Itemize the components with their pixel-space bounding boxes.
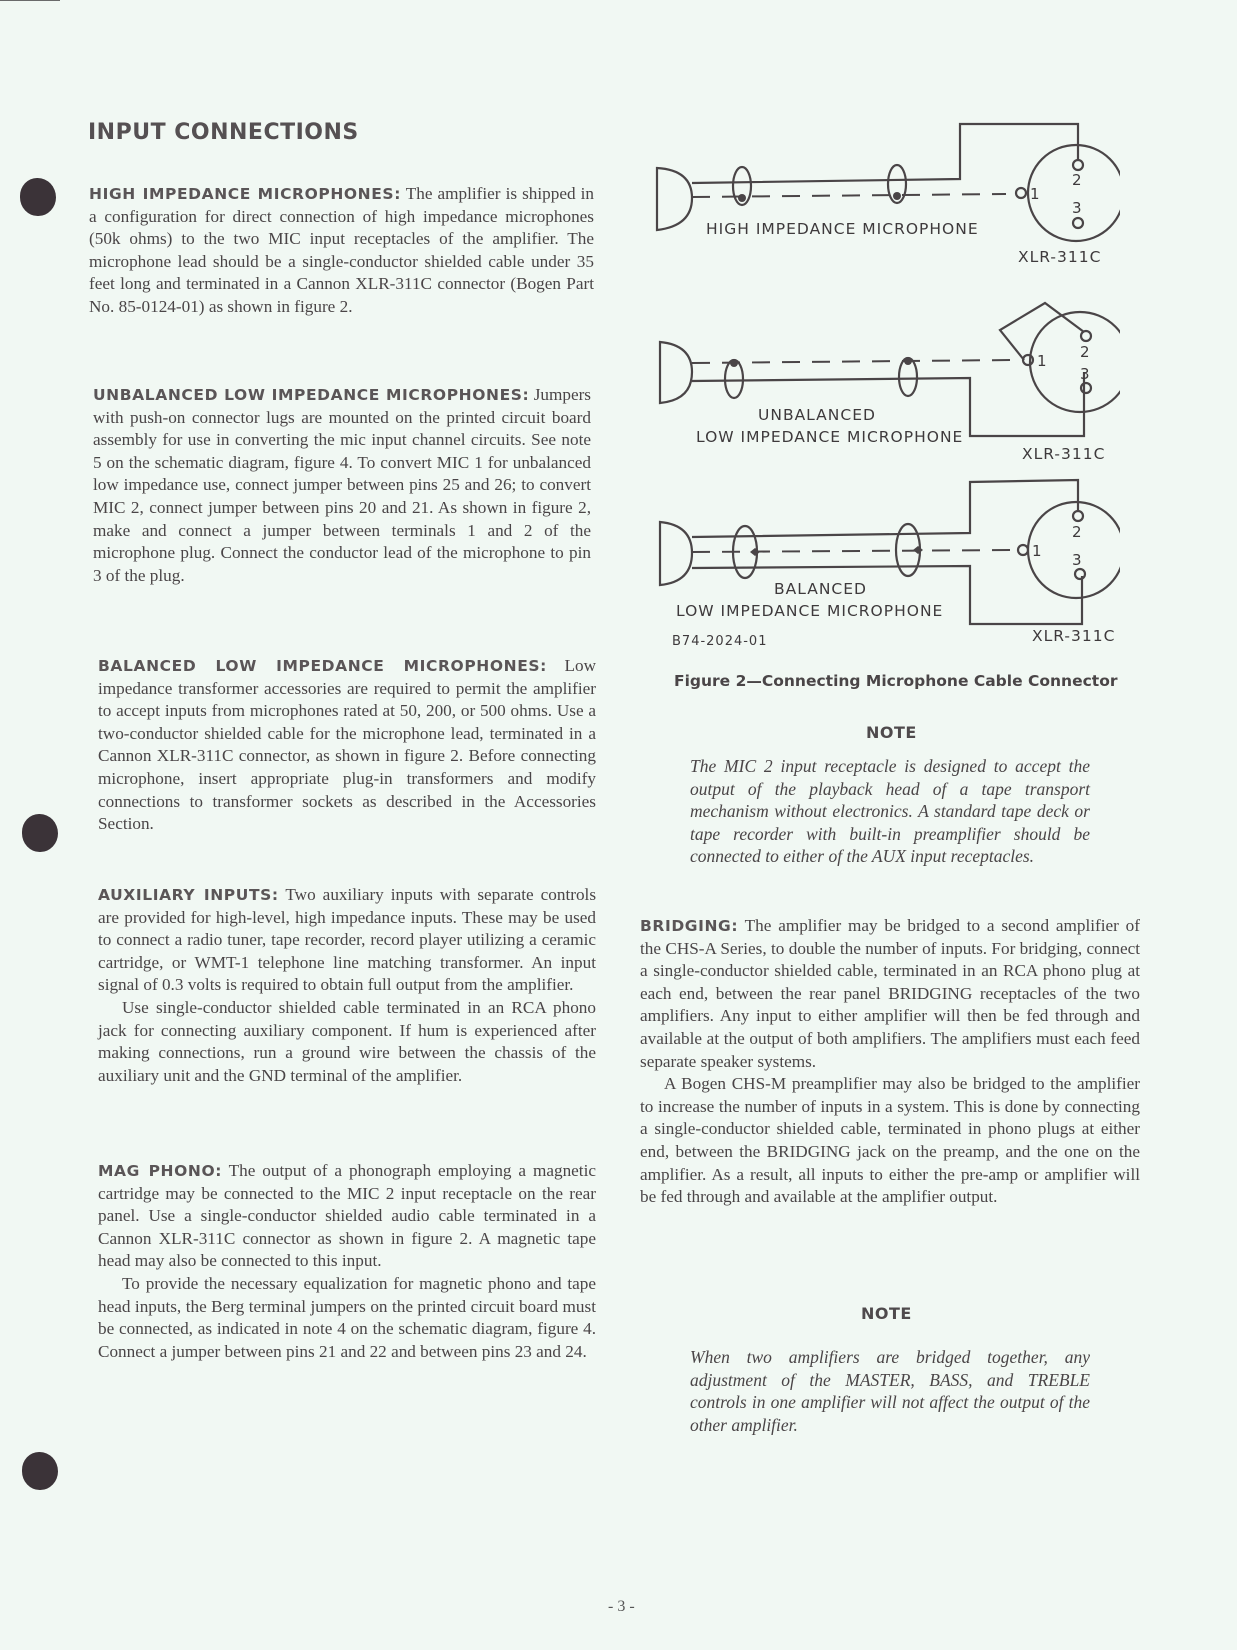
pin-3-label: 3 [1072,199,1082,217]
pin-3-label: 3 [1080,365,1090,383]
wiring-diagram [640,110,1120,660]
binder-hole [22,814,58,852]
pin-1-label: 1 [1037,352,1047,370]
section-balanced-low-impedance [98,655,596,836]
pin-2-label: 2 [1072,171,1082,189]
top-edge-rule [0,0,60,1]
section-body: The amplifier is shipped in a configuration for direct connection of high impedance microphones (50k ohms) to the two MIC input receptacles of the amplifier. The microphone lead should be a single-conductor shielded cable under 35 feet long and terminated in a Cannon XLR-311C connector (Bogen Part No. 85-0124-01) as shown in figure 2. [89,184,594,316]
section-body: The output of a phonograph employing a magnetic cartridge may be connected to the MIC 2 input receptacle on the rear panel. Use a single-conductor shielded audio cable terminated in a Cannon XLR-311C connector as shown in figure 2. A magnetic tape head may also be connected to this input. [98,1161,596,1271]
pin-3 [1081,383,1091,393]
pin-2-label: 2 [1072,523,1082,541]
section-unbalanced-low-impedance [93,384,591,587]
section-bridging [640,915,1140,1209]
diagram-balanced-low-impedance [660,480,1120,645]
section-body: The amplifier may be bridged to a second amplifier of the CHS-A Series, to double the number of inputs. For bridging, connect a single-conductor shielded cable, terminated in an RCA phono plug at each end, between the rear panel BRIDGING receptacles of the two amplifiers. Any input to either amplifier will then be fed through and available at the output of both amplifiers. The amplifiers must each feed separate speaker systems. [640,916,1140,1071]
diagram-label: UNBALANCED [758,406,876,424]
binder-hole [22,1452,58,1490]
pin-1-label: 1 [1032,542,1042,560]
pin-2 [1073,160,1083,170]
section-mag-phono [98,1160,596,1363]
pin-1 [1016,188,1026,198]
section-heading: MAG PHONO: [98,1162,223,1180]
page-title: INPUT CONNECTIONS [88,120,359,145]
pin-2 [1081,331,1091,341]
connector-label: XLR-311C [1018,248,1102,266]
junction-dot [893,192,901,200]
section-body: Low impedance transformer accessories are required to permit the amplifier to accept inputs from microphones rated at 50, 200, or 500 ohms. Use a two-conductor shielded cable for the microphone lead, terminated in a Cannon XLR-311C connector, as shown in figure 2. Before connecting microphone, insert appropriate plug-in transformers and modify connections to transformer sockets as described in the Accessories Section. [98,656,596,834]
connector-label: XLR-311C [1022,445,1106,463]
section-heading: HIGH IMPEDANCE MICROPHONES: [89,185,401,203]
diagram-label: LOW IMPEDANCE MICROPHONE [676,602,944,620]
cable-conductor [692,360,1012,363]
section-body: Two auxiliary inputs with separate controls are provided for high-level, high impedance inputs. These may be used to connect a radio tuner, tape recorder, record player utilizing a ceramic cartridge, or WMT-1 telephone line matching transformer. An input signal of 0.3 volts is required to obtain full output from the amplifier. [98,885,597,995]
pin-3 [1073,218,1083,228]
cable-shield [692,372,1084,436]
note-title: NOTE [866,723,917,742]
note-body: When two amplifiers are bridged together, any adjustment of the MASTER, BASS, and TREBLE controls in one amplifier will not affect the output of the other amplifier. [690,1347,1090,1435]
pin-2 [1073,511,1083,521]
section-paragraph: A Bogen CHS-M preamplifier may also be bridged to the amplifier to increase the number of inputs in a system. This is done by connecting a single-conductor shielded cable, terminated in phono plugs at either end, between the BRIDGING jack on the preamp, and the one on the amplifier. As a result, all inputs to either the pre-amp or amplifier will be fed through and available at the amplifier output. [640,1074,1140,1207]
microphone-icon [660,522,692,585]
diagram-label: HIGH IMPEDANCE MICROPHONE [706,220,979,238]
pin-3 [1075,569,1085,579]
microphone-icon [660,342,692,403]
note-body: The MIC 2 input receptacle is designed to accept the output of the playback head of a tape transport mechanism without electronics. A standard tape deck or tape recorder with built-in preamplifier should be connected to either of the AUX input receptacles. [690,756,1090,867]
junction-dot [913,546,923,554]
section-paragraph: Use single-conductor shielded cable terminated in an RCA phono jack for connecting auxiliary component. If hum is experienced after making connections, run a ground wire between the chassis of the auxiliary unit and the GND terminal of the amplifier. [98,997,596,1085]
pin-1-label: 1 [1030,185,1040,203]
pin-3-label: 3 [1072,551,1082,569]
junction-dot [750,548,760,556]
junction-dot [904,357,912,365]
diagram-unbalanced-low-impedance [660,303,1120,463]
section-auxiliary-inputs [98,884,596,1087]
part-number: B74-2024-01 [672,634,768,649]
section-heading: UNBALANCED LOW IMPEDANCE MICROPHONES: [93,386,530,404]
section-high-impedance [89,183,594,319]
pin-2-label: 2 [1080,343,1090,361]
connector-label: XLR-311C [1032,627,1116,645]
figure-caption: Figure 2—Connecting Microphone Cable Connector [674,672,1118,690]
junction-dot [730,359,738,367]
diagram-label: BALANCED [774,580,867,598]
microphone-icon [657,168,692,230]
pin-1 [1018,545,1028,555]
section-paragraph: To provide the necessary equalization for magnetic phono and tape head inputs, the Berg terminal jumpers on the printed circuit board must be connected, as indicated in note 4 on the schematic diagram, figure 4. Connect a jumper between pins 21 and 22 and between pins 23 and 24. [98,1273,596,1361]
junction-dot [738,194,746,202]
diagram-label: LOW IMPEDANCE MICROPHONE [696,428,964,446]
section-body: Jumpers with push-on connector lugs are mounted on the printed circuit board assembly for use in converting the mic input channel circuits. See note 5 on the schematic diagram, figure 4. To convert MIC 1 for unbalanced low impedance use, connect jumper between pins 25 and 26; to convert MIC 2, connect jumper between pins 20 and 21. As shown in figure 2, make and connect a jumper between terminals 1 and 2 of the microphone plug. Connect the conductor lead of the microphone to pin 3 of the plug. [93,385,591,585]
binder-hole [20,178,56,216]
section-heading: BALANCED LOW IMPEDANCE MICROPHONES: [98,657,547,675]
figure-2-diagram [640,110,1120,660]
note-title: NOTE [861,1304,912,1323]
pin-1 [1023,355,1033,365]
section-heading: BRIDGING: [640,917,739,935]
cable-conductor [692,550,1012,552]
section-heading: AUXILIARY INPUTS: [98,886,279,904]
page-number: - 3 - [608,1598,635,1615]
diagram-high-impedance [657,124,1120,266]
